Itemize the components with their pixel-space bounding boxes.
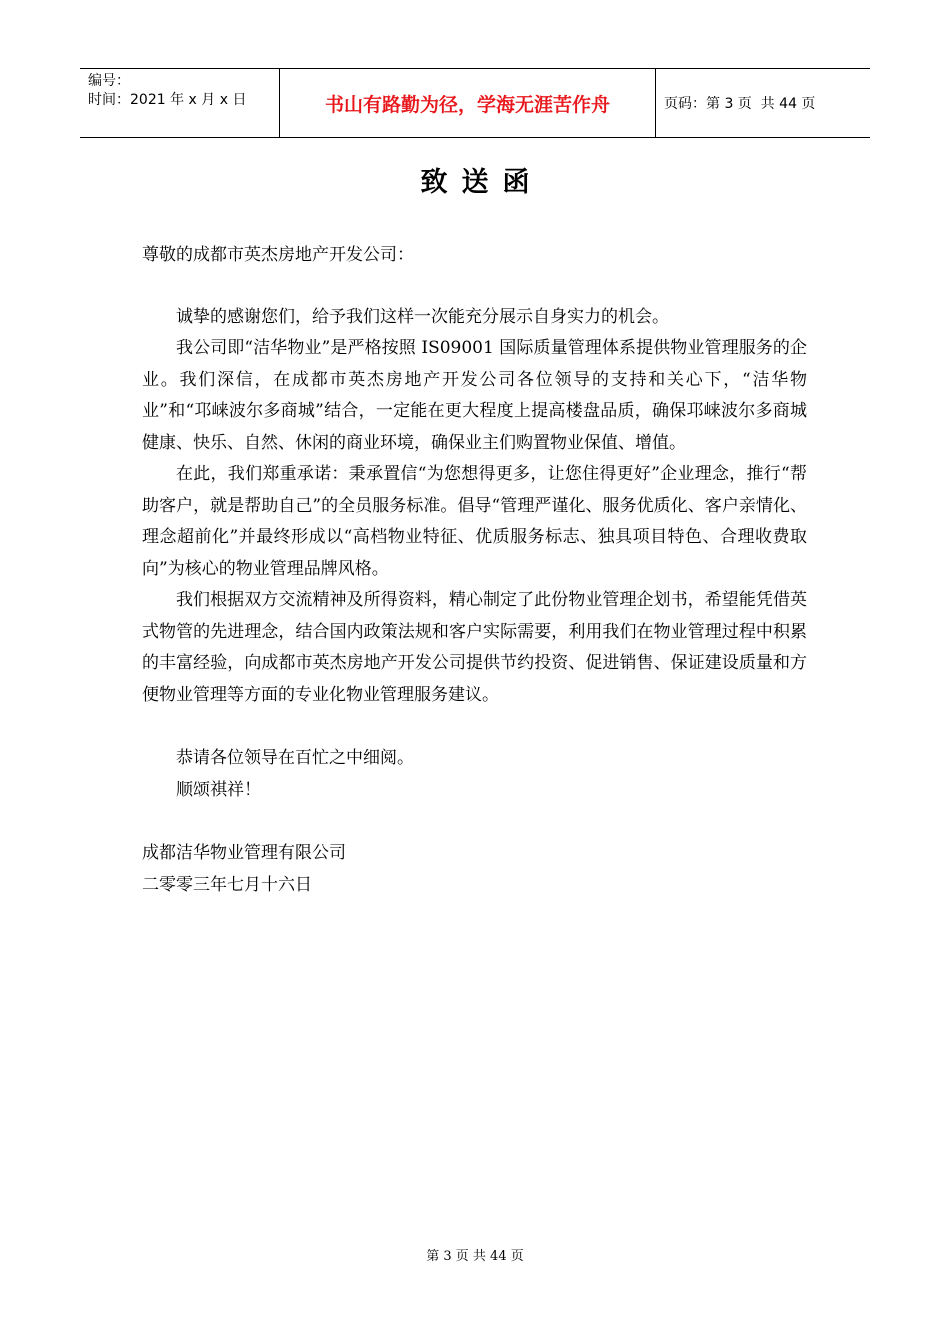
paragraph: 在此，我们郑重承诺：秉承置信“为您想得更多，让您住得更好”企业理念，推行“帮助客户，就是帮助自己”的全员服务标准。倡导“管理严谨化、服务优质化、客户亲情化、理念超前化”并最终形成以“高档物业特征、优质服务标志、独具项目特色、合理收费取向”为核心的物业管理品牌风格。	[142, 464, 807, 579]
letter-title: 致送函	[420, 167, 544, 198]
page-footer: 第 3 页 共 44 页	[426, 1249, 524, 1264]
signature-date: 二零零三年七月十六日	[142, 874, 312, 895]
document-time-label: 时间：2021 年 x 月 x 日	[88, 92, 247, 108]
paragraph: 诚挚的感谢您们，给予我们这样一次能充分展示自身实力的机会。	[176, 306, 669, 327]
header-motto: 书山有路勤为径，学海无涯苦作舟	[280, 69, 656, 137]
signature-company: 成都洁华物业管理有限公司	[142, 843, 346, 863]
header-page-info-text: 页码：第 3 页 共 44 页	[664, 96, 816, 112]
closing-line: 恭请各位领导在百忙之中细阅。	[176, 748, 414, 768]
header-page-info	[656, 69, 870, 137]
paragraph: 我公司即“洁华物业”是严格按照 IS09001 国际质量管理体系提供物业管理服务的企业。我们深信，在成都市英杰房地产开发公司各位领导的支持和关心下，“洁华物业”和“邛崃波尔多商城”结合，一定能在更大程度上提高楼盘品质，确保邛崃波尔多商城健康、快乐、自然、休闲的商业环境，确保业主们购置物业保值、增值。	[142, 338, 807, 453]
paragraph: 我们根据双方交流精神及所得资料，精心制定了此份物业管理企划书，希望能凭借英式物管的先进理念，结合国内政策法规和客户实际需要，利用我们在物业管理过程中积累的丰富经验，向成都市英杰房地产开发公司提供节约投资、促进销售、保证建设质量和方便物业管理等方面的专业化物业管理服务建议。	[142, 590, 807, 705]
header-meta	[80, 69, 280, 137]
salutation: 尊敬的成都市英杰房地产开发公司：	[142, 245, 414, 265]
letter-body	[142, 240, 807, 901]
document-number-label: 编号：	[88, 73, 130, 89]
closing-line: 顺颂祺祥！	[176, 779, 261, 800]
page-header	[80, 68, 870, 138]
